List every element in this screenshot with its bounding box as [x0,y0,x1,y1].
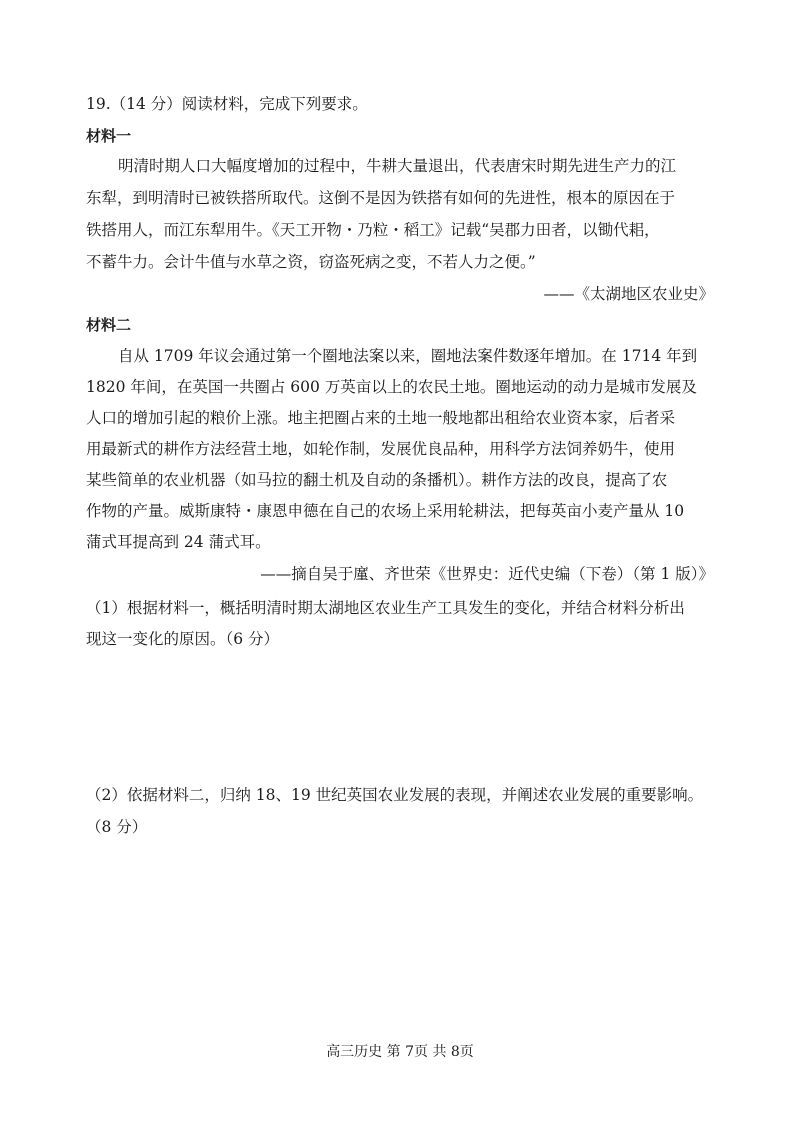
material2-line: 1820 年间，在英国一共圈占 600 万英亩以上的农民土地。圈地运动的动力是城市发展及 [86,378,697,396]
question-header: 19.（14 分）阅读材料，完成下列要求。 [86,95,368,113]
material1-source: ——《太湖地区农业史》 [543,285,714,303]
material1-line: 铁搭用人，而江东犁用牛。《天工开物・乃粒・稻工》记载“吴郡力田者，以锄代耜， [86,221,660,239]
material2-line: 作物的产量。威斯康特・康恩申德在自己的农场上采用轮耕法，把每英亩小麦产量从 10 [86,502,685,520]
material1-line: 东犁，到明清时已被铁搭所取代。这倒不是因为铁搭有如何的先进性，根本的原因在于 [86,189,676,207]
page-footer: 高三历史 第 7页 共 8页 [326,1044,474,1060]
material2-line: 用最新式的耕作方法经营土地，如轮作制，发展优良品种，用科学方法饲养奶牛，使用 [86,440,676,458]
sub-question-2: （2）依据材料二，归纳 18、19 世纪英国农业发展的表现，并阐述农业发展的重要影响。 [86,786,704,804]
material1-line: 明清时期人口大幅度增加的过程中，牛耕大量退出，代表唐宋时期先进生产力的江 [118,157,677,175]
material2-line: 蒲式耳提高到 24 蒲式耳。 [86,533,271,551]
sub-question-1-cont: 现这一变化的原因。（6 分） [86,630,280,648]
sub-question-1: （1）根据材料一，概括明清时期太湖地区农业生产工具发生的变化，并结合材料分析出 [86,599,685,617]
material1-title: 材料一 [86,127,132,145]
material2-line: 人口的增加引起的粮价上涨。地主把圈占来的土地一般地都出租给农业资本家，后者采 [86,409,676,427]
material2-line: 自从 1709 年议会通过第一个圈地法案以来，圈地法案件数逐年增加。在 1714 年到 [118,347,698,365]
material1-line: 不蓄牛力。会计牛值与水草之资，窃盗死病之变，不若人力之便。” [86,253,536,271]
material2-title: 材料二 [86,316,132,334]
material2-source: ——摘自吴于廑、齐世荣《世界史：近代史编（下卷）（第 1 版）》 [260,565,714,583]
material2-line: 某些简单的农业机器（如马拉的翻土机及自动的条播机）。耕作方法的改良，提高了农 [86,471,668,489]
sub-question-2-cont: （8 分） [86,818,148,836]
